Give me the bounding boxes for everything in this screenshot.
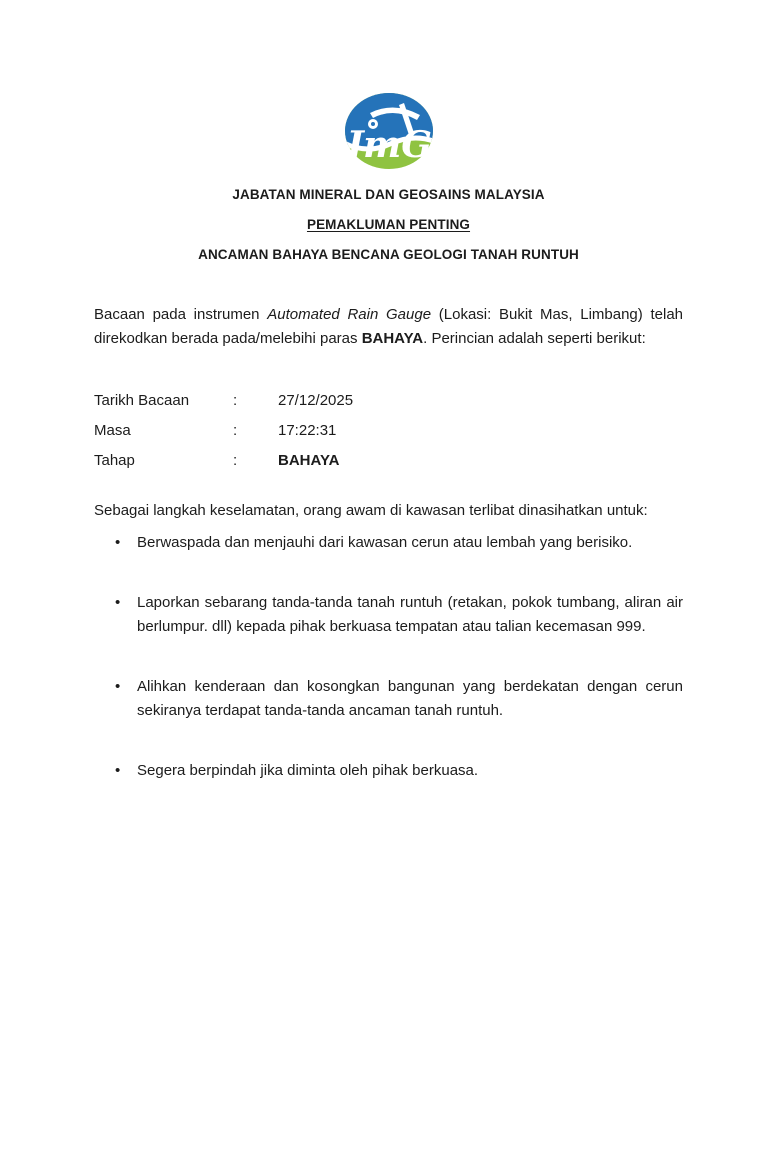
advice-bullet-1: • Berwaspada dan menjauhi dari kawasan cerun atau lembah yang berisiko. [137,531,683,555]
detail-separator: : [233,392,238,409]
logo-letters: JmG [345,124,432,166]
detail-label: Masa [94,422,131,439]
detail-row-level [94,449,683,473]
detail-separator: : [233,422,238,439]
detail-separator: : [233,452,238,469]
notice-type-title: PEMAKLUMAN PENTING [306,217,471,232]
intro-text-1: Bacaan pada instrumen [94,306,268,323]
intro-text-2: (Lokasi: Bukit Mas, Limbang) telah direkodkan berada pada/melebihi paras [94,306,683,347]
document-page [0,92,775,1172]
detail-label: Tahap [94,452,135,469]
advice-bullet-2: • Laporkan sebarang tanda-tanda tanah runtuh (retakan, pokok tumbang, aliran air berlumpur. dll) kepada pihak berkuasa tempatan atau talian kecemasan 999. [137,591,683,639]
reading-details [94,389,683,473]
instrument-name: Automated Rain Gauge [267,306,432,323]
detail-label: Tarikh Bacaan [94,392,190,409]
advice-bullet-4: • Segera berpindah jika diminta oleh pihak berkuasa. [137,759,683,783]
department-title: JABATAN MINERAL DAN GEOSAINS MALAYSIA [232,187,545,202]
advice-bullet-3: • Alihkan kenderaan dan kosongkan bangunan yang berdekatan dengan cerun sekiranya terdapat tanda-tanda ancaman tanah runtuh. [137,675,683,723]
detail-row-date [94,389,683,413]
advice-lead-paragraph: Sebagai langkah keselamatan, orang awam di kawasan terlibat dinasihatkan untuk: [94,502,648,519]
advice-bullet-list [94,531,683,783]
intro-text-3: . Perincian adalah seperti berikut: [423,330,646,347]
intro-paragraph [94,303,683,351]
detail-row-time [94,419,683,443]
jmg-logo [344,92,434,170]
hazard-subject-title: ANCAMAN BAHAYA BENCANA GEOLOGI TANAH RUNTUH [198,247,579,262]
alert-level-inline: BAHAYA [361,330,424,347]
detail-value-level: BAHAYA [278,452,340,469]
detail-value-time: 17:22:31 [278,422,337,439]
detail-value-date: 27/12/2025 [278,392,354,409]
